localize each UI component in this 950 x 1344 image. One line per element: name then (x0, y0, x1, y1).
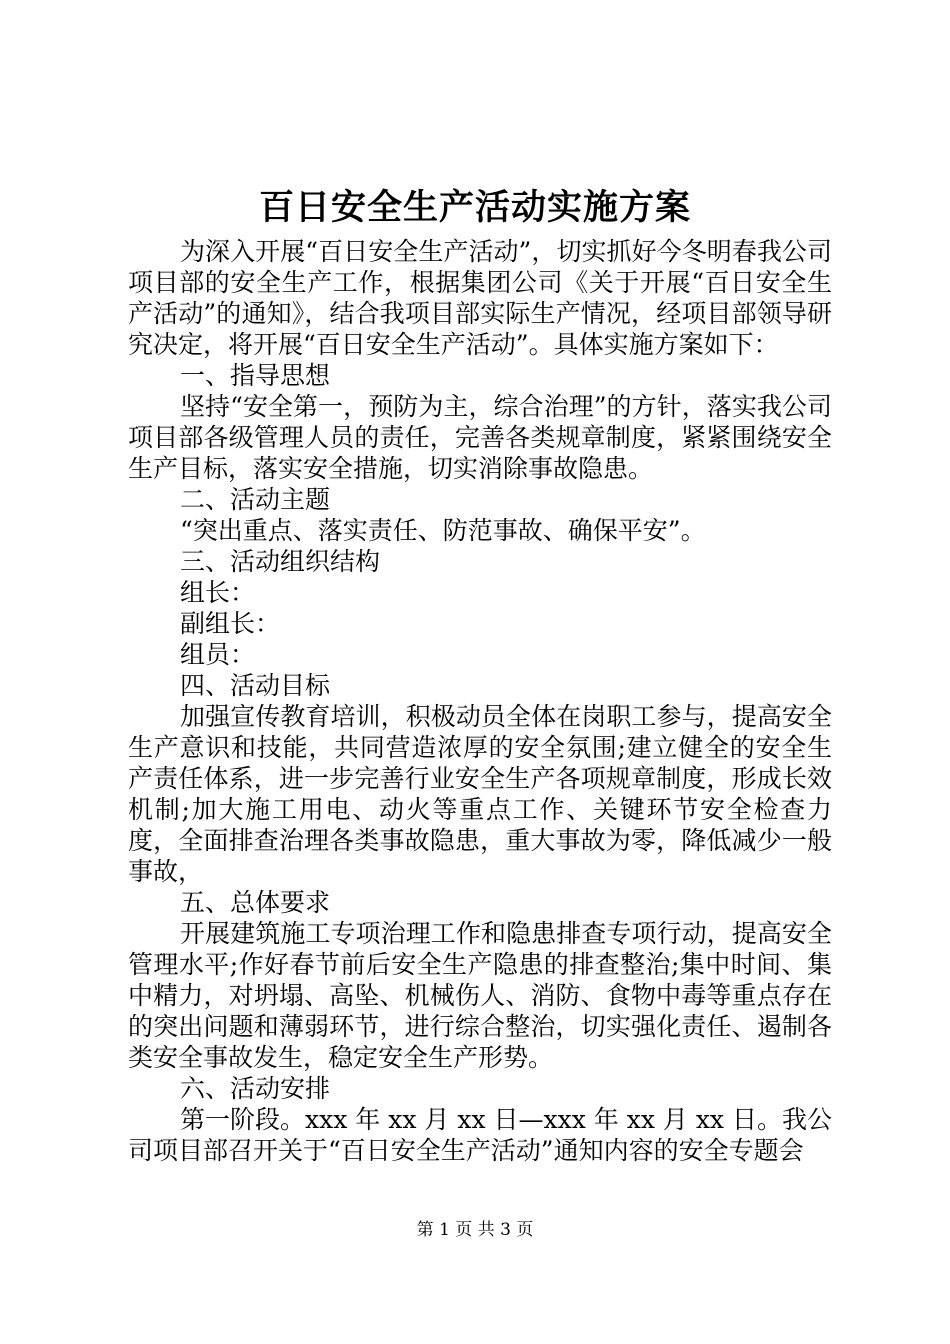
intro-paragraph: 为深入开展“百日安全生产活动”，切实抓好今冬明春我公司项目部的安全生产工作，根据集团公司《关于开展“百日安全生产活动”的通知》，结合我项目部实际生产情况，经项目部领导研究决定，将开展“百日安全生产活动”。具体实施方案如下： (128, 237, 832, 359)
document-title: 百日安全生产活动实施方案 (258, 187, 691, 228)
section-text-activity-goals: 加强宣传教育培训，积极动员全体在岗职工参与，提高安全生产意识和技能，共同营造浓厚的安全氛围;建立健全的安全生产责任体系，进一步完善行业安全生产各项规章制度，形成长效机制;加大施工用电、动火等重点工作、关键环节安全检查力度，全面排查治理各类事故隐患，重大事故为零，降低减少一般事故， (128, 702, 832, 886)
section-heading-general-requirements: 五、总体要求 (180, 888, 331, 917)
section-text-activity-schedule: 第一阶段。xxx 年 xx 月 xx 日—xxx 年 xx 月 xx 日。我公司项目部召开关于“百日安全生产活动”通知内容的安全专题会 (128, 1105, 832, 1165)
section-heading-activity-goals: 四、活动目标 (180, 671, 331, 700)
section-text-activity-theme: “突出重点、落实责任、防范事故、确保平安”。 (180, 516, 706, 545)
org-deputy-label: 副组长： (180, 609, 281, 638)
section-heading-guiding-ideology: 一、指导思想 (180, 361, 331, 390)
section-text-guiding-ideology: 坚持“安全第一，预防为主，综合治理”的方针，落实我公司项目部各级管理人员的责任，完善各类规章制度，紧紧围绕安全生产目标，落实安全措施，切实消除事故隐患。 (128, 392, 832, 483)
section-text-general-requirements: 开展建筑施工专项治理工作和隐患排查专项行动，提高安全管理水平;作好春节前后安全生产隐患的排查整治;集中时间、集中精力，对坍塌、高坠、机械伤人、消防、食物中毒等重点存在的突出问题和薄弱环节，进行综合整治，切实强化责任、遏制各类安全事故发生，稳定安全生产形势。 (128, 919, 832, 1072)
org-members-label: 组员： (180, 640, 256, 669)
org-leader-label: 组长： (180, 578, 256, 607)
document-body (128, 236, 832, 1166)
section-heading-organization: 三、活动组织结构 (180, 547, 381, 576)
page-footer: 第 1 页 共 3 页 (416, 1220, 534, 1240)
section-heading-activity-schedule: 六、活动安排 (180, 1074, 331, 1103)
section-heading-activity-theme: 二、活动主题 (180, 485, 331, 514)
